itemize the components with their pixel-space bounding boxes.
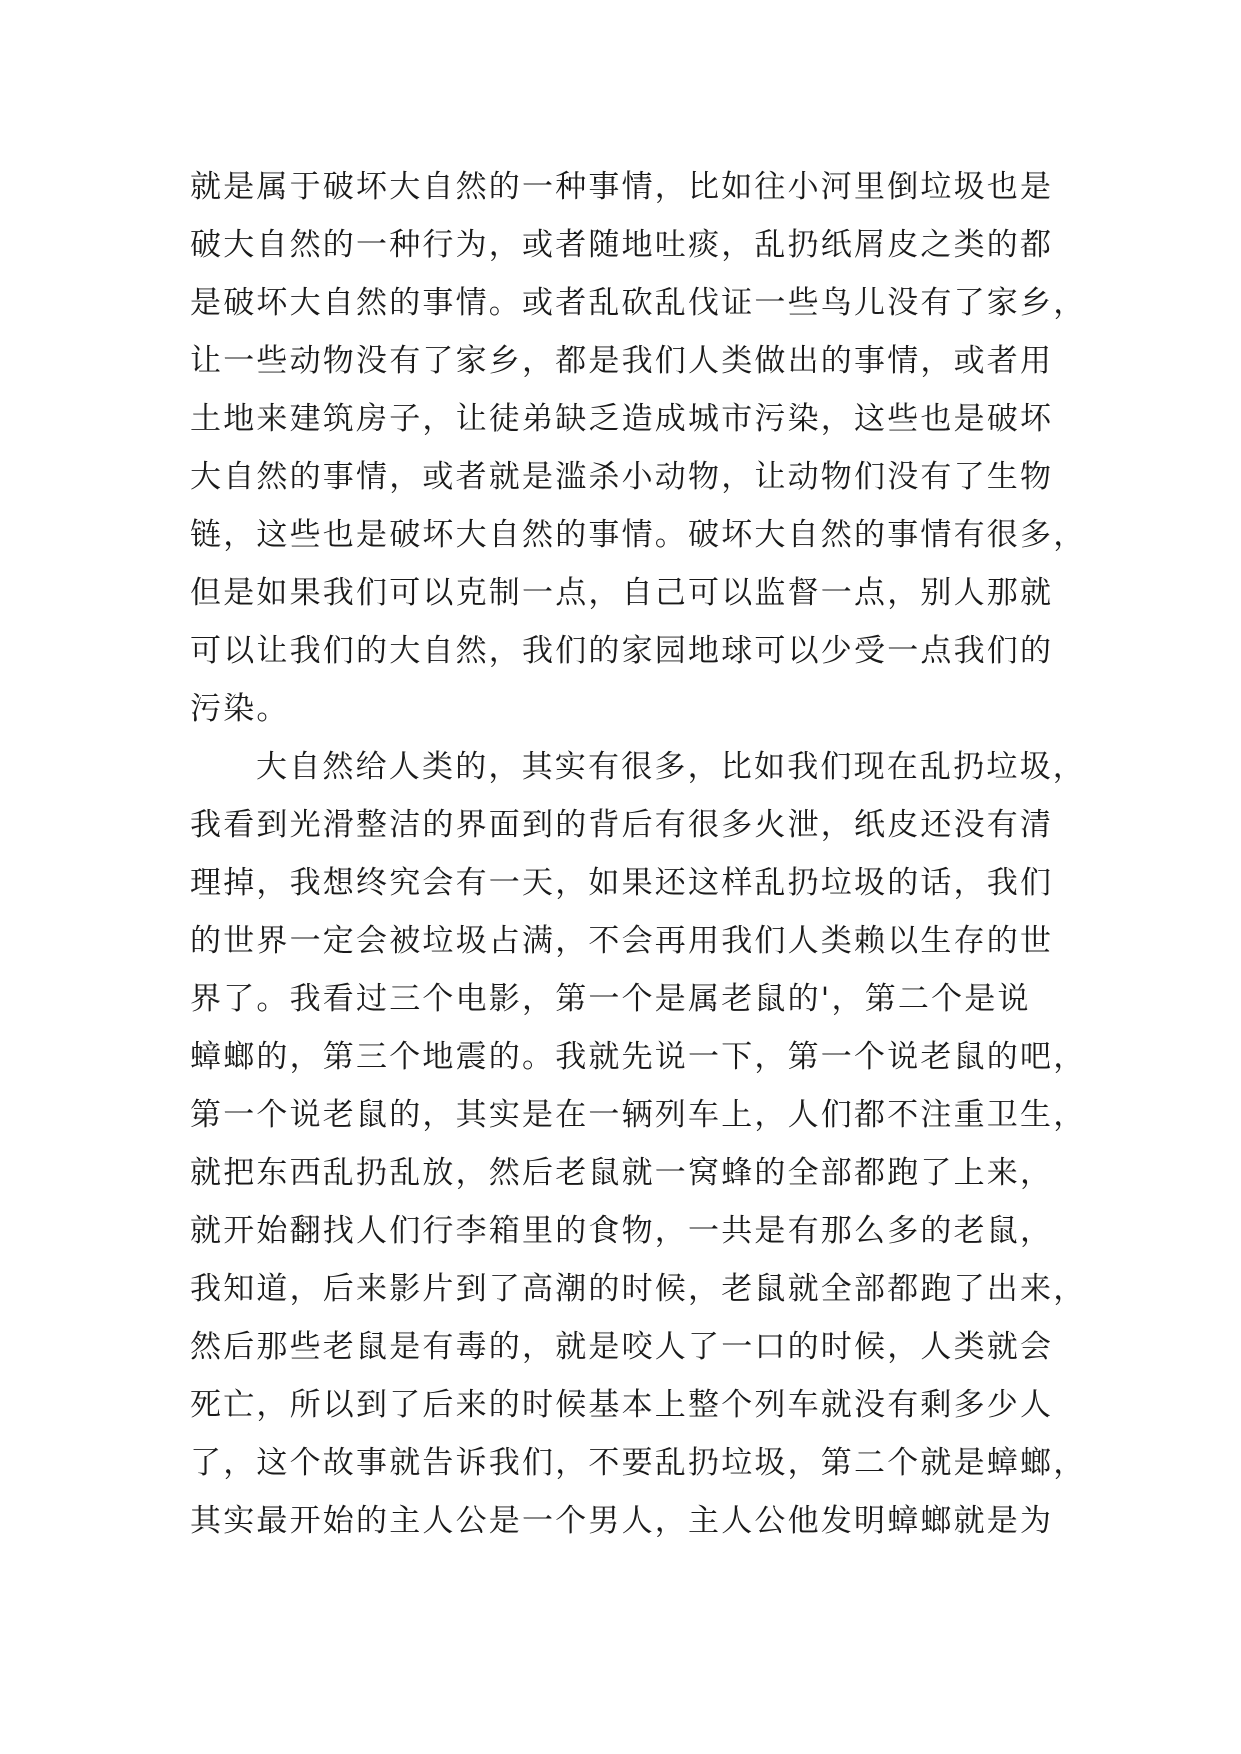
text-line: 就开始翻找人们行李箱里的食物，一共是有那么多的老鼠，	[190, 1213, 1054, 1249]
text-line: 蟑螂的，第三个地震的。我就先说一下，第一个说老鼠的吧，	[190, 1039, 1087, 1075]
text-line: 了，这个故事就告诉我们，不要乱扔垃圾，第二个就是蟑螂，	[190, 1445, 1087, 1481]
text-line: 的世界一定会被垃圾占满，不会再用我们人类赖以生存的世	[190, 923, 1054, 959]
text-line: 破大自然的一种行为，或者随地吐痰，乱扔纸屑皮之类的都	[190, 227, 1054, 263]
text-line: 大自然的事情，或者就是滥杀小动物，让动物们没有了生物	[190, 459, 1054, 495]
text-line-indented: 大自然给人类的，其实有很多，比如我们现在乱扔垃圾，	[256, 749, 1086, 785]
text-line: 第一个说老鼠的，其实是在一辆列车上，人们都不注重卫生，	[190, 1097, 1087, 1133]
text-line: 其实最开始的主人公是一个男人，主人公他发明蟑螂就是为	[190, 1503, 1054, 1539]
body-text	[190, 158, 1090, 1550]
text-line: 我知道，后来影片到了高潮的时候，老鼠就全部都跑了出来，	[190, 1271, 1087, 1307]
text-line: 理掉，我想终究会有一天，如果还这样乱扔垃圾的话，我们	[190, 865, 1054, 901]
text-line: 可以让我们的大自然，我们的家园地球可以少受一点我们的	[190, 633, 1054, 669]
text-line: 是破坏大自然的事情。或者乱砍乱伐证一些鸟儿没有了家乡，	[190, 285, 1087, 321]
text-line: 但是如果我们可以克制一点，自己可以监督一点，别人那就	[190, 575, 1054, 611]
text-line: 土地来建筑房子，让徒弟缺乏造成城市污染，这些也是破坏	[190, 401, 1054, 437]
text-line: 界了。我看过三个电影，第一个是属老鼠的'，第二个是说	[190, 981, 1031, 1017]
text-line: 链，这些也是破坏大自然的事情。破坏大自然的事情有很多，	[190, 517, 1087, 553]
text-line: 污染。	[190, 691, 290, 727]
text-line: 就把东西乱扔乱放，然后老鼠就一窝蜂的全部都跑了上来，	[190, 1155, 1054, 1191]
text-line: 我看到光滑整洁的界面到的背后有很多火泄，纸皮还没有清	[190, 807, 1054, 843]
text-line: 死亡，所以到了后来的时候基本上整个列车就没有剩多少人	[190, 1387, 1054, 1423]
text-line: 让一些动物没有了家乡，都是我们人类做出的事情，或者用	[190, 343, 1054, 379]
text-line: 就是属于破坏大自然的一种事情，比如往小河里倒垃圾也是	[190, 169, 1054, 205]
text-line: 然后那些老鼠是有毒的，就是咬人了一口的时候，人类就会	[190, 1329, 1054, 1365]
